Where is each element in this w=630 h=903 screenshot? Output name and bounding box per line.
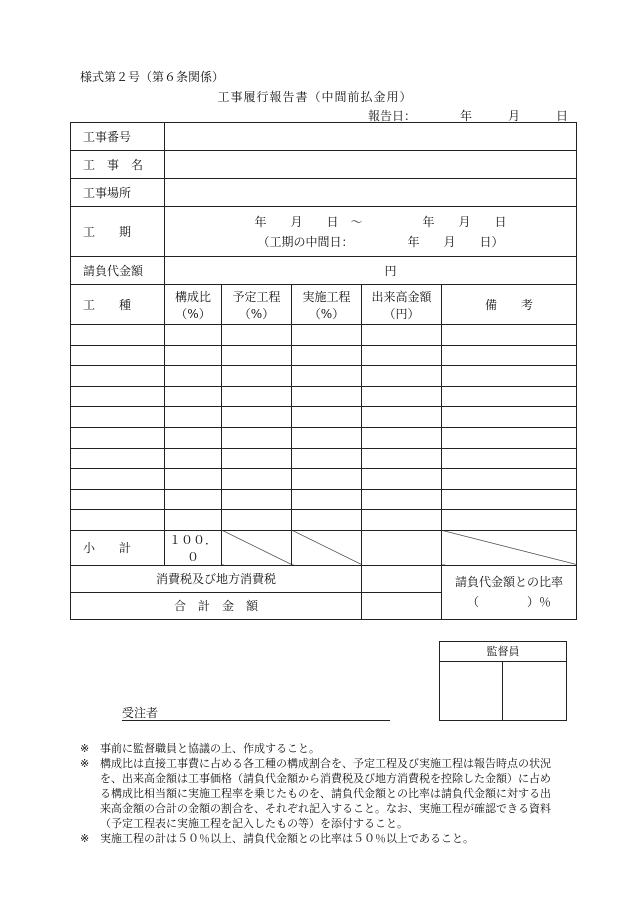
period-label: 工 期 bbox=[71, 207, 165, 257]
work-type-row bbox=[71, 366, 577, 387]
inspector-stamp-left[interactable] bbox=[440, 662, 503, 720]
work-type-cell[interactable] bbox=[292, 345, 362, 366]
note-text: 事前に監督職員と協議の上、作成すること。 bbox=[100, 742, 320, 755]
col-actual-progress bbox=[292, 285, 362, 325]
work-type-cell[interactable] bbox=[222, 325, 292, 346]
work-type-cell[interactable] bbox=[292, 366, 362, 387]
col-completed-amount bbox=[362, 285, 442, 325]
work-type-cell[interactable] bbox=[362, 448, 442, 469]
work-type-cell[interactable] bbox=[362, 489, 442, 510]
work-type-row bbox=[71, 345, 577, 366]
note-mark: ※ bbox=[80, 832, 90, 845]
work-type-cell[interactable] bbox=[71, 489, 165, 510]
work-type-row bbox=[71, 386, 577, 407]
report-table bbox=[70, 122, 577, 620]
work-type-cell[interactable] bbox=[442, 469, 577, 490]
work-type-cell[interactable] bbox=[165, 366, 222, 387]
subtotal-ratio: １００．０ bbox=[165, 530, 222, 565]
work-type-cell[interactable] bbox=[165, 469, 222, 490]
col-work-type: 工 種 bbox=[71, 285, 165, 325]
col-composition-ratio bbox=[165, 285, 222, 325]
col-remarks: 備 考 bbox=[442, 285, 577, 325]
inspector-stamp-box bbox=[439, 641, 567, 721]
work-type-cell[interactable] bbox=[442, 510, 577, 531]
ratio-box[interactable] bbox=[442, 565, 577, 619]
work-type-cell[interactable] bbox=[362, 510, 442, 531]
work-type-cell[interactable] bbox=[222, 510, 292, 531]
work-type-cell[interactable] bbox=[222, 469, 292, 490]
work-type-cell[interactable] bbox=[71, 386, 165, 407]
work-type-cell[interactable] bbox=[71, 448, 165, 469]
work-type-cell[interactable] bbox=[165, 345, 222, 366]
work-type-cell[interactable] bbox=[222, 489, 292, 510]
work-type-cell[interactable] bbox=[442, 448, 577, 469]
contract-amount-unit: 円 bbox=[384, 264, 397, 278]
subtotal-remarks-slashed bbox=[442, 530, 577, 565]
col-planned-progress-label: 予定工程 bbox=[232, 289, 281, 304]
work-type-cell[interactable] bbox=[222, 366, 292, 387]
work-type-row bbox=[71, 489, 577, 510]
work-type-cell[interactable] bbox=[165, 407, 222, 428]
col-composition-ratio-unit: （%） bbox=[175, 306, 211, 321]
contract-amount-label: 請負代金額 bbox=[71, 257, 165, 285]
ratio-box-value: （ ）％ bbox=[467, 595, 552, 610]
work-type-cell[interactable] bbox=[222, 427, 292, 448]
work-type-cell[interactable] bbox=[292, 448, 362, 469]
work-type-cell[interactable] bbox=[292, 407, 362, 428]
col-completed-amount-label: 出来高金額 bbox=[371, 289, 432, 304]
work-type-cell[interactable] bbox=[292, 489, 362, 510]
work-type-cell[interactable] bbox=[292, 427, 362, 448]
report-date-month: 月 bbox=[508, 109, 521, 123]
work-type-cell[interactable] bbox=[165, 489, 222, 510]
work-type-row bbox=[71, 448, 577, 469]
note-text: 実施工程の計は５０％以上、請負代金額との比率は５０％以上であること。 bbox=[100, 832, 474, 845]
work-type-cell[interactable] bbox=[292, 325, 362, 346]
work-type-cell[interactable] bbox=[222, 407, 292, 428]
work-type-cell[interactable] bbox=[71, 407, 165, 428]
work-type-cell[interactable] bbox=[165, 325, 222, 346]
form-reference: 様式第２号（第６条関係） bbox=[80, 70, 225, 84]
work-type-cell[interactable] bbox=[362, 427, 442, 448]
subtotal-amount-field[interactable] bbox=[362, 530, 442, 565]
subtotal-planned-slashed bbox=[222, 530, 292, 565]
work-type-row bbox=[71, 469, 577, 490]
work-type-cell[interactable] bbox=[222, 448, 292, 469]
period-line-2: （工期の中間日： 年 月 日） bbox=[257, 234, 504, 249]
work-type-cell[interactable] bbox=[442, 427, 577, 448]
contractor-label: 受注者 bbox=[122, 706, 159, 720]
report-date-label: 報告日： bbox=[368, 109, 417, 123]
col-completed-amount-unit: （円） bbox=[383, 306, 420, 321]
inspector-label: 監督員 bbox=[440, 642, 566, 662]
work-type-cell[interactable] bbox=[71, 469, 165, 490]
work-number-label: 工事番号 bbox=[71, 123, 165, 151]
work-type-cell[interactable] bbox=[442, 489, 577, 510]
work-type-cell[interactable] bbox=[71, 325, 165, 346]
ratio-box-label: 請負代金額との比率 bbox=[455, 575, 564, 590]
notes bbox=[80, 741, 560, 846]
col-composition-ratio-label: 構成比 bbox=[174, 289, 211, 304]
document-title: 工事履行報告書（中間前払金用） bbox=[217, 90, 413, 104]
note-text: 構成比は直接工事費に占める各工種の構成割合を、予定工程及び実施工程は報告時点の状況を、出来高金額は工事価格（請負代金額から消費税及び地方消費税を控除した金額）に占める構成比相当額に実施工程率を乗じたものを、請負代金額との比率は請負代金額に対する出来高金額の合計の金額の割合を、それぞれ記入すること。なお、実施工程が確認できる資料（予定工程表に実施工程を記入したもの等）を添付すること。 bbox=[100, 757, 551, 830]
subtotal-label: 小 計 bbox=[71, 530, 165, 565]
work-type-cell[interactable] bbox=[292, 469, 362, 490]
contract-amount-field[interactable] bbox=[165, 257, 577, 285]
work-type-cell[interactable] bbox=[222, 345, 292, 366]
tax-amount-field[interactable] bbox=[362, 565, 442, 592]
work-type-cell[interactable] bbox=[71, 345, 165, 366]
work-type-cell[interactable] bbox=[442, 366, 577, 387]
work-type-cell[interactable] bbox=[362, 366, 442, 387]
contractor-signature-line[interactable] bbox=[122, 720, 390, 721]
report-date-year: 年 bbox=[460, 109, 473, 123]
period-line-1: 年 月 日 〜 年 月 日 bbox=[254, 214, 507, 229]
work-type-row bbox=[71, 427, 577, 448]
work-type-cell[interactable] bbox=[71, 366, 165, 387]
work-type-cell[interactable] bbox=[165, 510, 222, 531]
work-name-field[interactable] bbox=[165, 151, 577, 179]
note-mark: ※ bbox=[80, 757, 90, 770]
col-planned-progress-unit: （%） bbox=[238, 306, 275, 321]
work-type-cell[interactable] bbox=[442, 407, 577, 428]
work-type-cell[interactable] bbox=[362, 407, 442, 428]
report-date-day: 日 bbox=[556, 109, 569, 123]
work-type-cell[interactable] bbox=[362, 325, 442, 346]
work-type-row bbox=[71, 325, 577, 346]
total-label: 合 計 金 額 bbox=[71, 592, 362, 619]
work-type-cell[interactable] bbox=[222, 386, 292, 407]
work-type-cell[interactable] bbox=[71, 427, 165, 448]
work-type-cell[interactable] bbox=[292, 386, 362, 407]
work-type-cell[interactable] bbox=[165, 386, 222, 407]
work-number-field[interactable] bbox=[165, 123, 577, 151]
note-item bbox=[80, 831, 560, 846]
total-amount-field[interactable] bbox=[362, 592, 442, 619]
note-mark: ※ bbox=[80, 742, 90, 755]
subtotal-actual-slashed bbox=[292, 530, 362, 565]
work-type-cell[interactable] bbox=[362, 345, 442, 366]
work-type-row bbox=[71, 510, 577, 531]
work-type-cell[interactable] bbox=[165, 427, 222, 448]
work-type-cell[interactable] bbox=[442, 325, 577, 346]
period-field[interactable] bbox=[165, 207, 577, 257]
work-type-row bbox=[71, 407, 577, 428]
col-actual-progress-unit: （%） bbox=[308, 306, 345, 321]
work-site-field[interactable] bbox=[165, 179, 577, 207]
work-type-cell[interactable] bbox=[442, 345, 577, 366]
work-type-cell[interactable] bbox=[165, 448, 222, 469]
col-planned-progress bbox=[222, 285, 292, 325]
note-item bbox=[80, 741, 560, 756]
work-type-cell[interactable] bbox=[71, 510, 165, 531]
work-site-label: 工事場所 bbox=[71, 179, 165, 207]
work-type-cell[interactable] bbox=[362, 469, 442, 490]
inspector-stamp-right[interactable] bbox=[503, 662, 565, 720]
work-type-cell[interactable] bbox=[442, 386, 577, 407]
work-type-cell[interactable] bbox=[362, 386, 442, 407]
col-actual-progress-label: 実施工程 bbox=[302, 289, 351, 304]
work-name-label: 工 事 名 bbox=[71, 151, 165, 179]
tax-label: 消費税及び地方消費税 bbox=[71, 565, 362, 592]
note-item bbox=[80, 756, 560, 831]
work-type-cell[interactable] bbox=[292, 510, 362, 531]
